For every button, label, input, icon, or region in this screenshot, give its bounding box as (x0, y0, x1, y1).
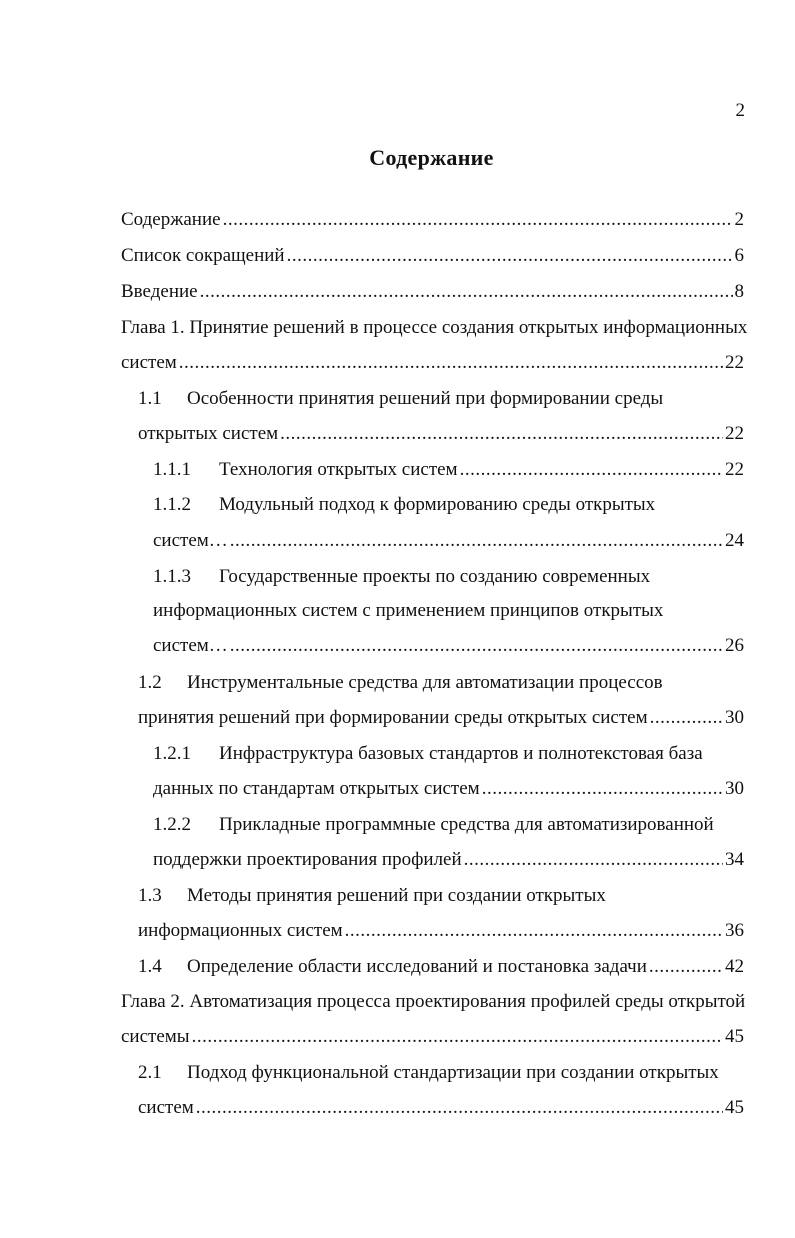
toc-entry-title: Государственные проекты по созданию современных (219, 566, 651, 587)
toc-entry-title: Методы принятия решений при создании открытых (187, 885, 606, 906)
toc-entry-title: Технология открытых систем (219, 459, 458, 480)
page-title: Содержание (369, 145, 494, 170)
toc-entry-1-2-2-cont[interactable] (153, 846, 744, 874)
toc-entry-title-cont: систем (138, 1097, 194, 1118)
toc-entry-title: Особенности принятия решений при формировании среды (187, 388, 664, 409)
toc-entry-title: Определение области исследований и постановка задачи (187, 956, 647, 977)
toc-entry-1-1-3-cont[interactable] (153, 597, 744, 625)
toc-entry-title: Глава 1. Принятие решений в процессе создания открытых информационных (121, 317, 748, 338)
toc-entry-chapter-2-cont[interactable] (121, 1023, 744, 1051)
toc-entry-title-cont: систем (121, 352, 177, 373)
toc-entry-2-1-cont[interactable] (138, 1094, 744, 1122)
leader-dots (460, 456, 723, 484)
toc-entry-page: 42 (725, 956, 744, 977)
toc-entry-page: 36 (725, 920, 744, 941)
toc-entry-number: 1.1 (138, 388, 162, 409)
toc-entry-title: Содержание (121, 209, 221, 230)
toc-entry-title-cont: открытых систем (138, 423, 279, 444)
toc-entry-page: 22 (725, 352, 744, 373)
leader-dots (200, 278, 733, 306)
toc-entry-title: Подход функциональной стандартизации при создании открытых (187, 1062, 719, 1083)
toc-entry-chapter-1-cont[interactable] (121, 349, 744, 377)
toc-entry-1-1-3[interactable] (153, 563, 744, 591)
toc-entry-introduction[interactable] (121, 278, 744, 306)
toc-entry-1-2-1[interactable] (153, 740, 744, 768)
toc-entry-title: Введение (121, 281, 198, 302)
toc-entry-title-cont: данных по стандартам открытых систем (153, 778, 480, 799)
toc-entry-page: 22 (725, 423, 744, 444)
toc-entry-page: 6 (734, 245, 744, 266)
toc-entry-number: 1.2.1 (153, 743, 191, 764)
leader-dots (192, 1023, 723, 1051)
toc-entry-page: 45 (725, 1097, 744, 1118)
toc-entry-title: Инфраструктура базовых стандартов и полнотекстовая база (219, 743, 703, 764)
toc-entry-2-1[interactable] (138, 1059, 744, 1087)
toc-entry-page: 30 (725, 707, 744, 728)
toc-entry-1-1-2[interactable] (153, 491, 744, 519)
toc-entry-title-cont: поддержки проектирования профилей (153, 849, 462, 870)
toc-entry-1-1[interactable] (138, 385, 744, 413)
toc-entry-title: Модульный подход к формированию среды открытых (219, 494, 656, 515)
toc-entry-title: Список сокращений (121, 245, 285, 266)
toc-entry-1-1-cont[interactable] (138, 420, 744, 448)
leader-dots (230, 632, 723, 660)
toc-entry-title-cont: информационных систем с применением принципов открытых (153, 600, 664, 621)
toc-entry-title-cont: информационных систем (138, 920, 343, 941)
leader-dots (196, 1094, 723, 1122)
toc-entry-page: 30 (725, 778, 744, 799)
toc-entry-page: 8 (734, 281, 744, 302)
toc-entry-number: 1.4 (138, 956, 162, 977)
toc-entry-title: Инструментальные средства для автоматизации процессов (187, 672, 663, 693)
toc-entry-number: 1.3 (138, 885, 162, 906)
toc-entry-chapter-2[interactable] (121, 988, 744, 1016)
toc-entry-number: 1.1.3 (153, 566, 191, 587)
toc-entry-1-1-3-cont[interactable] (153, 632, 744, 660)
page-number: 2 (735, 100, 745, 121)
toc-entry-number: 1.1.1 (153, 459, 191, 480)
toc-entry-page: 24 (725, 530, 744, 551)
toc-entry-1-4[interactable] (138, 953, 744, 981)
toc-entry-number: 2.1 (138, 1062, 162, 1083)
toc-entry-1-2-2[interactable] (153, 811, 744, 839)
leader-dots (230, 527, 723, 555)
toc-entry-page: 22 (725, 459, 744, 480)
toc-entry-title: Прикладные программные средства для автоматизированной (219, 814, 714, 835)
toc-entry-title-cont: принятия решений при формировании среды открытых систем (138, 707, 648, 728)
toc-entry-1-2-cont[interactable] (138, 704, 744, 732)
leader-dots (179, 349, 723, 377)
toc-entry-1-1-2-cont[interactable] (153, 527, 744, 555)
toc-entry-1-2[interactable] (138, 669, 744, 697)
toc-entry-1-2-1-cont[interactable] (153, 775, 744, 803)
toc-entry-contents[interactable] (121, 206, 744, 234)
toc-entry-number: 1.2 (138, 672, 162, 693)
toc-entry-1-3[interactable] (138, 882, 744, 910)
toc-entry-page: 26 (725, 635, 744, 656)
toc-entry-page: 34 (725, 849, 744, 870)
toc-entry-page: 45 (725, 1026, 744, 1047)
toc-entry-1-3-cont[interactable] (138, 917, 744, 945)
toc-entry-1-1-1[interactable] (153, 456, 744, 484)
leader-dots (287, 242, 733, 270)
leader-dots (649, 953, 723, 981)
toc-entry-number: 1.2.2 (153, 814, 191, 835)
toc-entry-title-cont: систем… (153, 530, 228, 551)
toc-entry-title: Глава 2. Автоматизация процесса проектирования профилей среды открытой (121, 991, 746, 1012)
leader-dots (223, 206, 733, 234)
toc-entry-number: 1.1.2 (153, 494, 191, 515)
leader-dots (345, 917, 723, 945)
toc-entry-chapter-1[interactable] (121, 314, 748, 342)
leader-dots (280, 420, 723, 448)
leader-dots (650, 704, 723, 732)
toc-entry-title-cont: системы (121, 1026, 190, 1047)
leader-dots (482, 775, 723, 803)
toc-entry-page: 2 (734, 209, 744, 230)
leader-dots (464, 846, 723, 874)
toc-entry-abbreviations[interactable] (121, 242, 744, 270)
toc-entry-title-cont: систем… (153, 635, 228, 656)
